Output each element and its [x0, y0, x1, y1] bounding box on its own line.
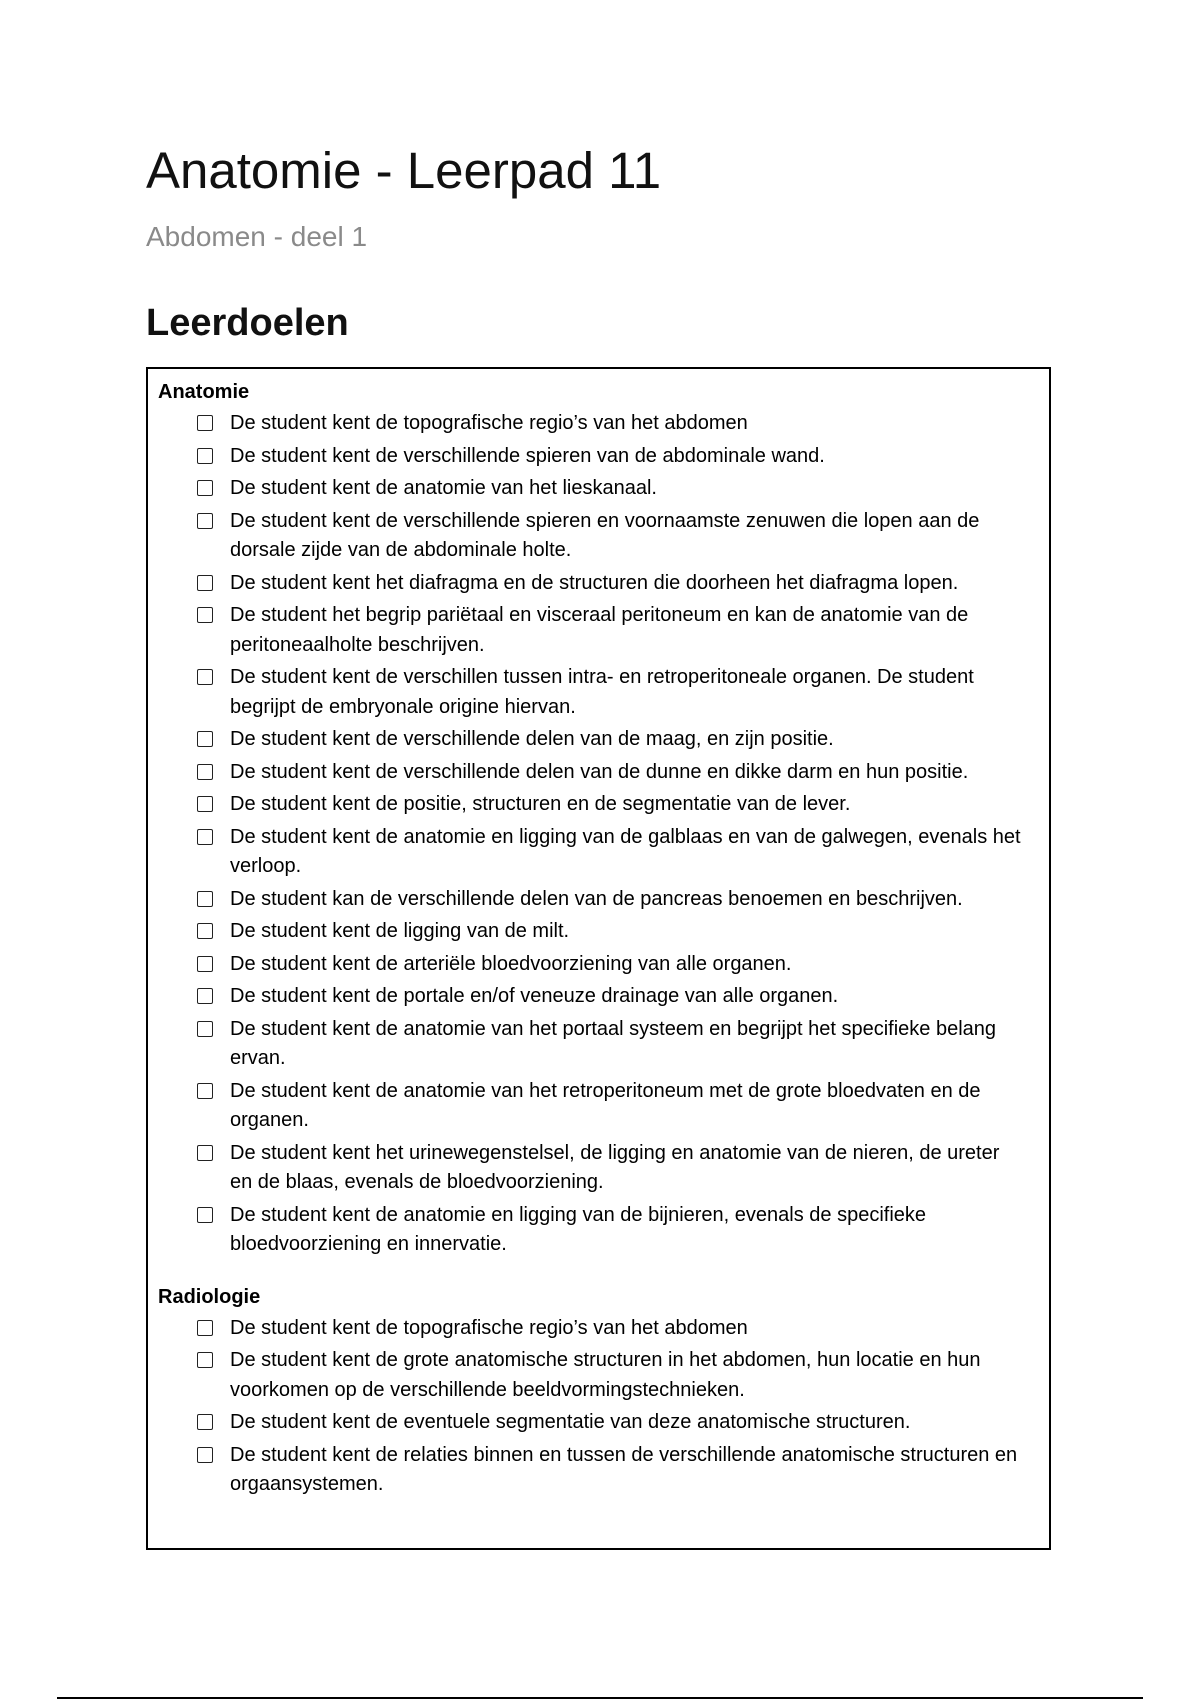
group-title-radiologie: Radiologie [158, 1285, 261, 1308]
checklist-item [197, 758, 1039, 788]
checklist-item-text: De student kent het diafragma en de structuren die doorheen het diafragma lopen. [230, 571, 959, 594]
checklist-item-text: De student kent het urinewegenstelsel, de ligging en anatomie van de nieren, de ureter en de blaas, evenals de bloedvoorziening. [230, 1141, 1000, 1193]
checkbox-icon[interactable] [197, 513, 213, 529]
checkbox-icon[interactable] [197, 764, 213, 780]
checkbox-icon[interactable] [197, 1414, 213, 1430]
checkbox-icon[interactable] [197, 829, 213, 845]
checklist-item-text: De student kent de verschillende spieren van de abdominale wand. [230, 444, 825, 467]
page-subtitle: Abdomen - deel 1 [146, 221, 368, 252]
checklist-item [197, 823, 1039, 882]
checkbox-icon[interactable] [197, 1021, 213, 1037]
checklist-item [197, 1077, 1039, 1136]
checklist-item [197, 950, 1039, 980]
checkbox-icon[interactable] [197, 1207, 213, 1223]
checklist-item-text: De student kent de anatomie van het retroperitoneum met de grote bloedvaten en de organen. [230, 1079, 981, 1131]
checkbox-icon[interactable] [197, 1447, 213, 1463]
checkbox-icon[interactable] [197, 731, 213, 747]
section-heading: Leerdoelen [146, 302, 349, 344]
checkbox-icon[interactable] [197, 1083, 213, 1099]
checklist-item [197, 1201, 1039, 1260]
checklist-item [197, 790, 1039, 820]
checklist-item-text: De student kent de arteriële bloedvoorziening van alle organen. [230, 952, 792, 975]
checklist-item [197, 1346, 1039, 1405]
checkbox-icon[interactable] [197, 575, 213, 591]
learning-goals-box [146, 367, 1051, 1550]
checklist-item-text: De student kent de grote anatomische structuren in het abdomen, hun locatie en hun voorkomen op de verschillende beeldvormingstechnieken. [230, 1349, 981, 1401]
checklist-item-text: De student kent de anatomie van het portaal systeem en begrijpt het specifieke belang ervan. [230, 1017, 997, 1069]
checklist-item-text: De student kent de eventuele segmentatie van deze anatomische structuren. [230, 1411, 911, 1433]
checklist-item [197, 1314, 1039, 1344]
checkbox-icon[interactable] [197, 448, 213, 464]
checkbox-icon[interactable] [197, 796, 213, 812]
checklist-item [197, 725, 1039, 755]
checklist-item-text: De student kent de ligging van de milt. [230, 920, 570, 942]
checkbox-icon[interactable] [197, 1145, 213, 1161]
group-title-anatomie: Anatomie [158, 381, 250, 403]
checkbox-icon[interactable] [197, 607, 213, 623]
checklist-item [197, 442, 1039, 472]
checklist-item [197, 507, 1039, 566]
footer-divider [57, 1697, 1143, 1699]
checkbox-icon[interactable] [197, 923, 213, 939]
checkbox-icon[interactable] [197, 415, 213, 431]
checkbox-icon[interactable] [197, 956, 213, 972]
checklist-item [197, 885, 1039, 915]
checklist-item [197, 474, 1039, 504]
checklist-anatomie [158, 409, 1039, 1260]
checkbox-icon[interactable] [197, 988, 213, 1004]
checklist-item-text: De student kent de topografische regio’s van het abdomen [230, 1316, 748, 1339]
checklist-item [197, 1408, 1039, 1438]
checklist-radiologie [158, 1314, 1039, 1500]
checklist-item [197, 982, 1039, 1012]
checklist-item [197, 1139, 1039, 1198]
checklist-item-text: De student kent de anatomie en ligging van de galblaas en van de galwegen, evenals het verloop. [230, 825, 1021, 877]
checklist-item-text: De student kent de verschillende delen van de maag, en zijn positie. [230, 728, 834, 750]
checklist-item-text: De student kan de verschillende delen van de pancreas benoemen en beschrijven. [230, 887, 963, 910]
checklist-item-text: De student het begrip pariëtaal en visceraal peritoneum en kan de anatomie van de peritoneaalholte beschrijven. [230, 604, 969, 656]
checklist-item-text: De student kent de anatomie en ligging van de bijnieren, evenals de specifieke bloedvoorziening en innervatie. [230, 1203, 927, 1255]
checklist-item [197, 1441, 1039, 1500]
checkbox-icon[interactable] [197, 891, 213, 907]
checklist-item-text: De student kent de topografische regio’s van het abdomen [230, 412, 748, 434]
checkbox-icon[interactable] [197, 480, 213, 496]
checklist-item-text: De student kent de anatomie van het lieskanaal. [230, 477, 657, 499]
checklist-item-text: De student kent de portale en/of veneuze drainage van alle organen. [230, 985, 839, 1007]
checkbox-icon[interactable] [197, 1320, 213, 1336]
checklist-item-text: De student kent de positie, structuren en de segmentatie van de lever. [230, 793, 851, 815]
checklist-item [197, 1015, 1039, 1074]
checklist-item-text: De student kent de relaties binnen en tussen de verschillende anatomische structuren en orgaansystemen. [230, 1443, 1018, 1495]
checkbox-icon[interactable] [197, 1352, 213, 1368]
page-title: Anatomie - Leerpad 11 [146, 142, 662, 199]
checklist-item [197, 601, 1039, 660]
checklist-item-text: De student kent de verschillende spieren en voornaamste zenuwen die lopen aan de dorsale zijde van de abdominale holte. [230, 509, 980, 561]
checklist-item [197, 663, 1039, 722]
checklist-item [197, 409, 1039, 439]
checklist-item [197, 917, 1039, 947]
checklist-item-text: De student kent de verschillen tussen intra- en retroperitoneale organen. De student begrijpt de embryonale origine hiervan. [230, 666, 974, 718]
checklist-item-text: De student kent de verschillende delen van de dunne en dikke darm en hun positie. [230, 760, 969, 783]
checkbox-icon[interactable] [197, 669, 213, 685]
checklist-item [197, 569, 1039, 599]
